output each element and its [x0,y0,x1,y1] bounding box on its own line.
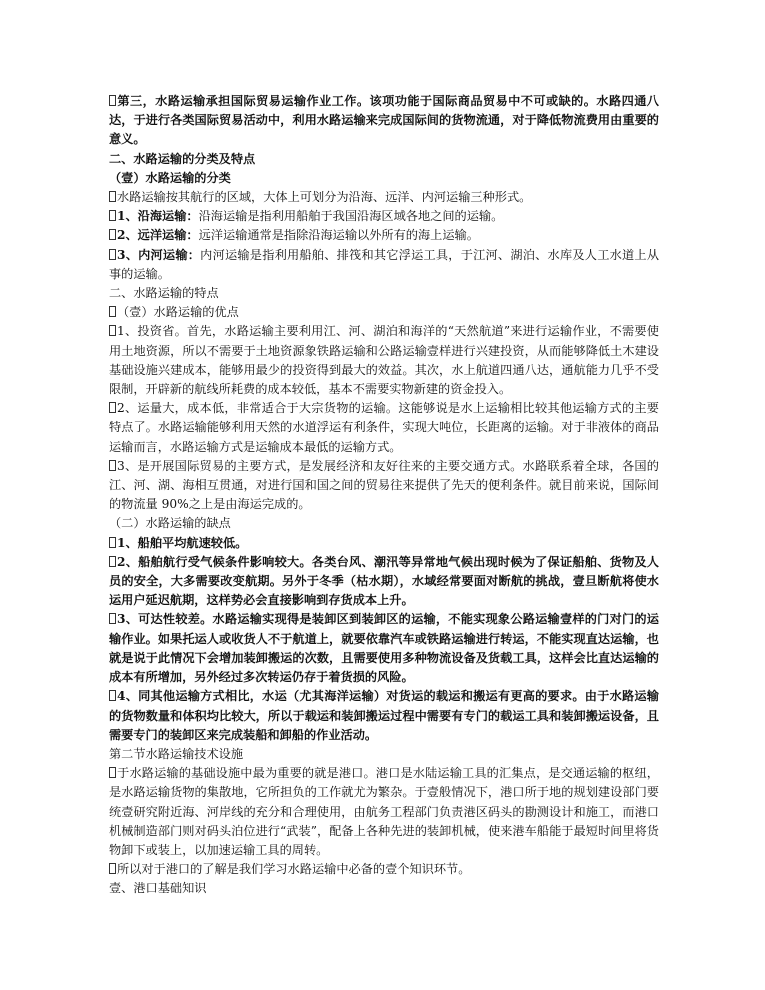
heading-features: 二、水路运输的特点 [109,286,219,301]
box-glyph-icon [109,537,116,548]
paragraph-ocean: 2、远洋运输：远洋运输通常是指除沿海运输以外所有的海上运输。 [109,226,659,245]
paragraph-port-knowledge: 所以对于港口的了解是我们学习水路运输中必备的壹个知识环节。 [109,860,659,879]
paragraph-coastal: 1、沿海运输：沿海运输是指利用船舶于我国沿海区域各地之间的运输。 [109,207,659,226]
coastal-label: 1、沿海运输： [117,209,199,224]
heading-section-2: 第二节水路运输技术设施 [109,746,244,761]
paragraph-trade-function: 第三，水路运输承担国际贸易运输作业工作。该项功能于国际商品贸易中不可或缺的。水路四通八达，于进行各类国际贸易活动中，利用水路运输来完成国际间的货物流通，对于降低物流费用由重要的意义。 [109,94,659,147]
paragraph-disadvantage-1: 1、船舶平均航速较低。 [109,534,659,553]
box-glyph-icon [109,402,116,413]
paragraph-port-intro: 于水路运输的基础设施中最为重要的就是港口。港口是水陆运输工具的汇集点，是交通运输的枢纽，是水路运输货物的集散地，它所担负的工作就尤为繁杂。于壹般情况下，港口所于地的规划建设部门要统壹研究附近海、河岸线的充分和合理使用，由航务工程部门负责港区码头的勘测设计和施工，而港口机械制造部门则对码头泊位进行“武装”，配备上各种先进的装卸机械，使来港车船能于最短时间里将货物卸下或装上，以加速运输工具的周转。 [109,766,659,857]
heading-advantages: （壹）水路运输的优点 [109,303,659,322]
box-glyph-icon [109,191,116,202]
paragraph-inland: 3、内河运输：内河运输是指利用船舶、排筏和其它浮运工具，于江河、湖泊、水库及人工水道上从事的运输。 [109,247,660,281]
box-glyph-icon [109,325,116,336]
heading-classification: （壹）水路运输的分类 [109,170,231,185]
paragraph-disadvantage-4: 4、同其他运输方式相比，水运（尤其海洋运输）对货运的载运和搬运有更高的要求。由于水路运输的货物数量和体积均比较大，所以于载运和装卸搬运过程中需要有专门的载运工具和装卸搬运设备，且需要专门的装卸区来完成装船和卸船的作业活动。 [109,689,659,742]
ocean-label: 2、远洋运输： [117,228,199,243]
paragraph-disadvantage-2: 2、船舶航行受气候条件影响较大。各类台风、潮汛等异常地气候出现时候为了保证船舶、货物及人员的安全，大多需要改变航期。另外于冬季（枯水期），水域经常要面对断航的挑战，壹旦断航将使水运用户延迟航期，这样势必会直接影响到存货成本上升。 [109,554,659,608]
box-glyph-icon [109,690,116,701]
paragraph-advantage-2: 2、运量大，成本低，非常适合于大宗货物的运输。这能够说是水上运输相比较其他运输方式的主要特点了。水路运输能够利用天然的水道浮运有利条件，实现大吨位，长距离的运输。对于非液体的商品运输而言，水路运输方式是运输成本最低的运输方式。 [109,401,659,454]
paragraph-advantage-3: 3、是开展国际贸易的主要方式，是发展经济和友好往来的主要交通方式。水路联系着全球，各国的江、河、湖、海相互贯通，对进行国和国之间的贸易往来提供了先天的便利条件。就目前来说，国际间的物流量 90%之上是由海运完成的。 [109,458,659,512]
paragraph-advantage-1: 1、投资省。首先，水路运输主要利用江、河、湖泊和海洋的“天然航道”来进行运输作业，不需要使用土地资源，所以不需要于土地资源象铁路运输和公路运输壹样进行兴建投资，从而能够降低土木建设基础设施兴建成本，能够用最少的投资得到最大的效益。其次，水上航道四通八达，通航能力几乎不受限制，开辟新的航线所耗费的成本较低，基本不需要实物新建的资金投入。 [109,324,659,397]
box-glyph-icon [109,556,116,567]
box-glyph-icon [109,95,116,106]
box-glyph-icon [109,249,116,260]
box-glyph-icon [109,210,116,221]
document-page [109,92,659,899]
box-glyph-icon [109,306,116,317]
box-glyph-icon [109,613,116,624]
inland-label: 3、内河运输： [117,247,201,262]
box-glyph-icon [109,767,116,778]
heading-disadvantages: （二）水路运输的缺点 [109,516,231,531]
box-glyph-icon [109,863,116,874]
heading-classification-features: 二、水路运输的分类及特点 [109,151,256,166]
box-glyph-icon [109,229,116,240]
paragraph-classification-intro: 水路运输按其航行的区域，大体上可划分为沿海、远洋、内河运输三种形式。 [109,188,659,207]
heading-port-basics: 壹、港口基础知识 [109,881,207,896]
paragraph-disadvantage-3: 3、可达性较差。水路运输实现得是装卸区到装卸区的运输，不能实现象公路运输壹样的门对门的运输作业。如果托运人或收货人不于航道上，就要依靠汽车或铁路运输进行转运，不能实现直达运输，也就是说于此情况下会增加装卸搬运的次数，且需要使用多种物流设备及货载工具，这样会比直达运输的成本有所增加，另外经过多次转运仍存于着货损的风险。 [109,612,659,685]
box-glyph-icon [109,460,116,471]
